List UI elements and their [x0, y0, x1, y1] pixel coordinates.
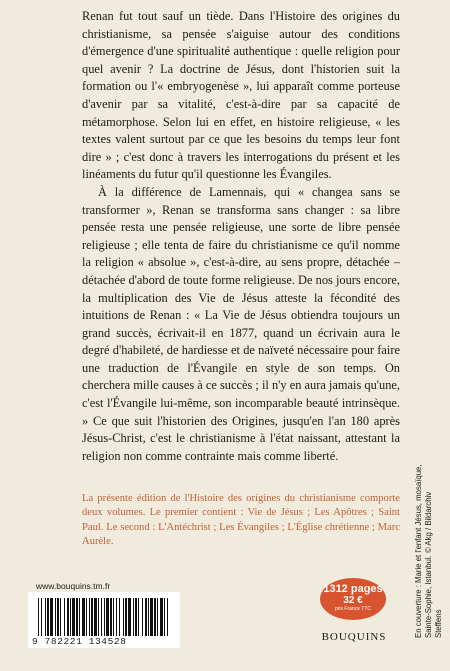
- barcode-bar: [86, 598, 87, 636]
- barcode-bar: [167, 598, 168, 636]
- barcode-bar: [119, 598, 120, 636]
- price-tax-note: prix France TTC: [334, 606, 372, 612]
- cover-credit-line-1: En couverture : Marie et l'enfant Jésus, mosaïque,: [414, 464, 423, 638]
- barcode-bar: [79, 598, 80, 636]
- barcode-bar: [150, 598, 153, 636]
- barcode-bar: [135, 598, 137, 636]
- publisher-website: www.bouquins.tm.fr: [36, 581, 111, 591]
- barcode-bar: [94, 598, 97, 636]
- price-badge: [320, 578, 386, 620]
- barcode-bar: [98, 598, 99, 636]
- barcode-bar: [128, 598, 131, 636]
- edition-note: La présente édition de l'Histoire des origines du christianisme comporte deux volumes. Le premier contient : Vie de Jésus ; Les Apôtres ; Saint Paul. Le second : L'Antéchrist ; Les Évangiles ; L'Église chrétienne ; Marc Aurèle.: [82, 493, 400, 547]
- barcode-bar: [133, 598, 134, 636]
- paragraph-1: Renan fut tout sauf un tiède. Dans l'Histoire des origines du christianisme, sa pensée s'aiguise autour des conditions d'émergence d'une spiritualité authentique : quelle religion pour quel avenir ? La doctrine de Jésus, dont l'historien suit la formation ou l'« embryogenèse », lui apparaît comme porteuse d'avenir par sa vitalité, c'est-à-dire par sa capacité de métamorphose. Selon lui en effet, en histoire religieuse, « les textes valent surtout par ce que les besoins du temps leur font dire » ; c'est donc à travers les interrogations du présent et les linéaments du futur qu'il questionne les Évangiles.: [82, 9, 400, 182]
- paragraph-2: À la différence de Lamennais, qui « changea sans se transformer », Renan se transforma sans changer : sa libre pensée resta une pensée religieuse, une sorte de libre pensée religieuse ; elle tenta de faire du christianisme ce qu'il nomme la religion « absolue », c'est-à-dire, au sens propre, détachée – détachée d'abord de toute forme religieuse. De nos jours encore, la multiplication des Vie de Jésus atteste la fécondité des intuitions de Renan : « La Vie de Jésus obtiendra toujours un grand succès, écrivait-il en 1877, quand un écrivain aura le degré d'habileté, de hardiesse et de naïveté nécessaire pour faire une traduction de l'Évangile en style de son temps. On cherchera mille causes à ce succès ; il n'y en aura jamais qu'une, c'est l'Évangile lui-même, son incomparable beauté intrinsèque. » Ce que suit l'historien des Origines, jusqu'en l'an 180 après Jésus-Christ, c'est le christianisme à l'état naissant, attestant la religion non comme contrainte mais comme liberté.: [82, 184, 400, 463]
- barcode-bar: [57, 598, 59, 636]
- barcode-bar: [125, 598, 127, 636]
- barcode-bar: [45, 598, 46, 636]
- barcode-bar: [154, 598, 156, 636]
- cover-credit-line-2: Sainte-Sophie, Istanbul. © Akg / Bildarchiv Steffens: [424, 491, 444, 638]
- barcode-bar: [110, 598, 112, 636]
- barcode-bars-icon: [38, 598, 170, 636]
- barcode-bar: [64, 598, 65, 636]
- barcode-bar: [142, 598, 143, 636]
- barcode-bar: [113, 598, 114, 636]
- barcode-bar: [38, 598, 39, 636]
- barcode-bar: [101, 598, 102, 636]
- price: 32 €: [343, 595, 363, 606]
- barcode-bar: [50, 598, 53, 636]
- publisher-logo-text: BOUQUINS: [321, 631, 387, 643]
- barcode-bar: [91, 598, 93, 636]
- barcode-bar: [116, 598, 117, 636]
- isbn-barcode: [28, 592, 180, 648]
- barcode-bar: [106, 598, 109, 636]
- barcode-bar: [138, 598, 139, 636]
- barcode-bar: [145, 598, 147, 636]
- isbn-digits: 9 782221 134528: [32, 636, 127, 647]
- barcode-bar: [82, 598, 85, 636]
- barcode-bar: [160, 598, 163, 636]
- barcode-bar: [123, 598, 124, 636]
- barcode-bar: [60, 598, 61, 636]
- barcode-bar: [70, 598, 71, 636]
- back-cover-text: [82, 8, 400, 465]
- barcode-bar: [148, 598, 149, 636]
- barcode-bar: [47, 598, 49, 636]
- cover-credit: [414, 462, 444, 638]
- page-count: 1312 pages: [323, 583, 383, 595]
- barcode-bar: [76, 598, 78, 636]
- barcode-bar: [41, 598, 42, 636]
- barcode-bar: [104, 598, 105, 636]
- barcode-bar: [67, 598, 69, 636]
- barcode-bar: [72, 598, 75, 636]
- barcode-bar: [164, 598, 165, 636]
- barcode-bar: [89, 598, 90, 636]
- barcode-bar: [157, 598, 158, 636]
- barcode-bar: [55, 598, 56, 636]
